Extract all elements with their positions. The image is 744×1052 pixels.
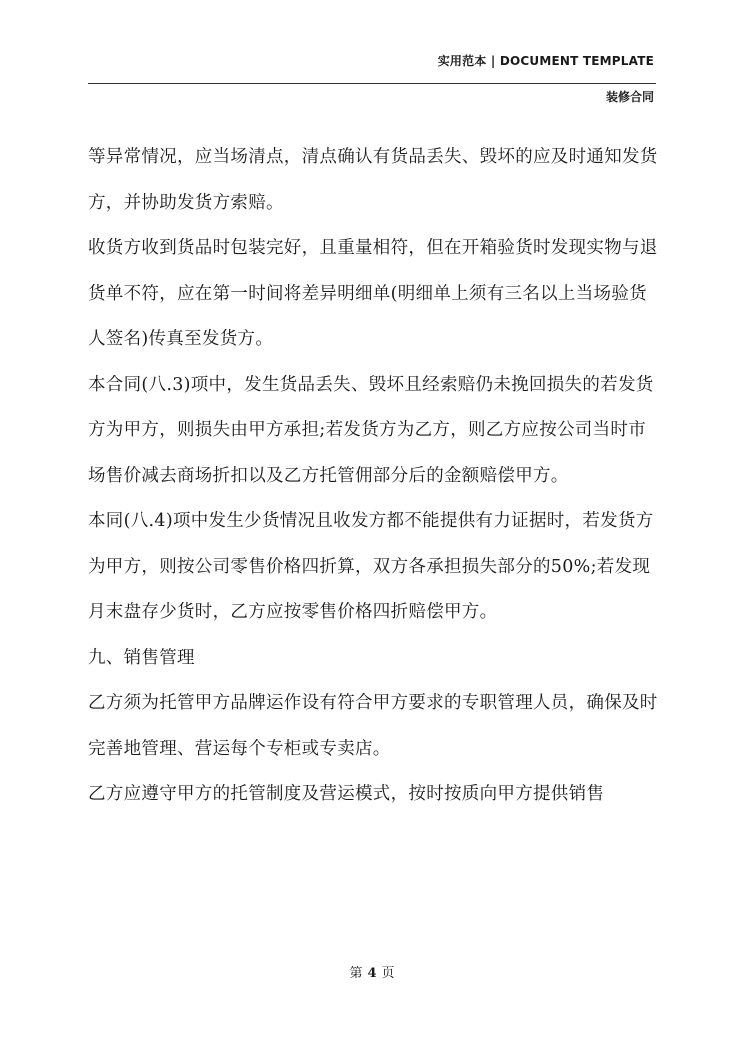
paragraph-3: 本合同(八.3)项中，发生货品丢失、毁坏且经索赔仍未挽回损失的若发货方为甲方，则损失由甲方承担;若发货方为乙方，则乙方应按公司当时市场售价减去商场折扣以及乙方托管佣部分后的金额赔偿甲方。 — [88, 374, 654, 486]
page-number-suffix: 页 — [381, 966, 395, 981]
header-subtitle: 装修合同 — [605, 90, 654, 104]
paragraph-5: 乙方须为托管甲方品牌运作设有符合甲方要求的专职管理人员，确保及时完善地管理、营运每个专柜或专卖店。 — [88, 693, 658, 759]
page-number: 4 — [367, 966, 377, 981]
page-number-prefix: 第 — [349, 966, 363, 981]
paragraph-1: 等异常情况，应当场清点，清点确认有货品丢失、毁坏的应及时通知发货方，并协助发货方索赔。 — [88, 147, 658, 213]
section-heading-sales-management: 九、销售管理 — [88, 647, 195, 668]
paragraph-6: 乙方应遵守甲方的托管制度及营运模式，按时按质向甲方提供销售 — [88, 784, 605, 804]
header-title: 实用范本 | DOCUMENT TEMPLATE — [437, 54, 654, 68]
paragraph-2: 收货方收到货品时包装完好，且重量相符，但在开箱验货时发现实物与退货单不符，应在第一时间将差异明细单(明细单上须有三名以上当场验货人签名)传真至发货方。 — [88, 238, 658, 349]
paragraph-4: 本同(八.4)项中发生少货情况且收发方都不能提供有力证据时，若发货方为甲方，则按公司零售价格四折算，双方各承担损失部分的50%;若发现月末盘存少货时，乙方应按零售价格四折赔偿甲方。 — [88, 511, 654, 622]
header-divider — [88, 83, 656, 84]
page-footer — [0, 962, 744, 981]
document-body — [88, 135, 660, 818]
